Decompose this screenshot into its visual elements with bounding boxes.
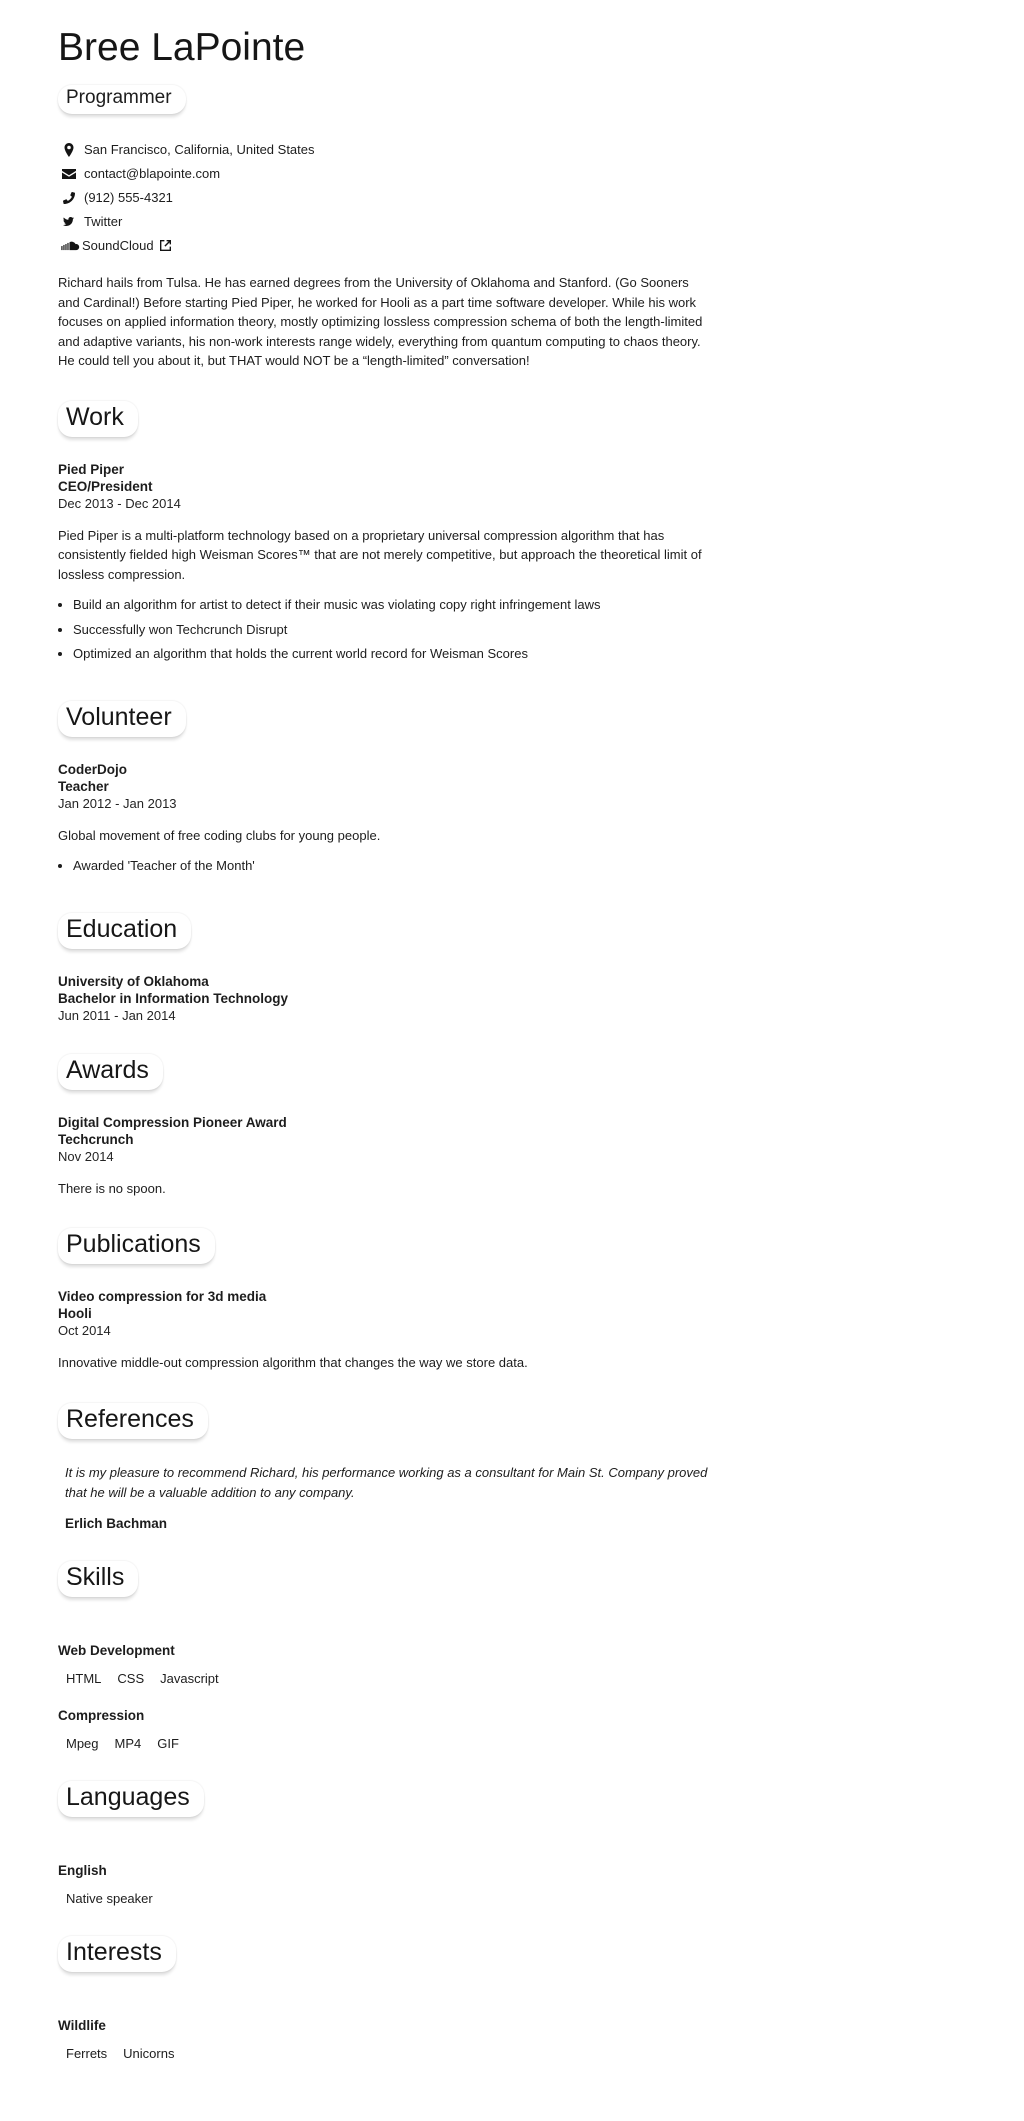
interest-keyword: Ferrets <box>66 2045 108 2061</box>
work-highlight: • Successfully won Techcrunch Disrupt <box>73 622 714 638</box>
skill-keyword: Javascript <box>160 1670 219 1686</box>
contact-phone-text: (912) 555-4321 <box>84 190 173 205</box>
language-entry <box>58 1863 714 1906</box>
volunteer-highlights <box>58 858 714 874</box>
external-link-icon <box>160 240 171 251</box>
publications-section-heading: Publications <box>58 1228 215 1264</box>
language-fluency: Native speaker <box>66 1890 153 1906</box>
contact-location-text: San Francisco, California, United States <box>84 142 315 157</box>
work-section-heading: Work <box>58 401 138 437</box>
work-dates: Dec 2013 - Dec 2014 <box>58 495 181 511</box>
language-name: English <box>58 1862 107 1878</box>
contact-email[interactable] <box>61 166 714 181</box>
languages-section-heading: Languages <box>58 1781 204 1817</box>
publication-publisher: Hooli <box>58 1306 92 1321</box>
interest-group-name: Wildlife <box>58 2017 106 2033</box>
volunteer-summary: Global movement of free coding clubs for young people. <box>58 827 381 843</box>
reference-name: Erlich Bachman <box>65 1515 168 1531</box>
skill-group <box>58 1643 714 1686</box>
volunteer-entry <box>58 761 714 875</box>
contact-list <box>58 142 714 253</box>
education-section-heading: Education <box>58 913 191 949</box>
skill-group <box>58 1708 714 1751</box>
interests-section <box>58 1906 714 2061</box>
profile-summary: Richard hails from Tulsa. He has earned degrees from the University of Oklahoma and Stanford. (Go Sooners and Cardinal!) Before starting Pied Piper, he worked for Hooli as a part time software developer. While his work focuses on applied information theory, mostly optimizing lossless compression schema of both the length-limited and adaptive variants, his non-work interests range widely, everything from quantum computing to chaos theory. He could tell you about it, but THAT would NOT be a “length-limited” conversation! <box>58 275 703 368</box>
volunteer-section <box>58 671 714 875</box>
references-section <box>58 1373 714 1531</box>
phone-icon <box>61 192 76 204</box>
skills-section-heading: Skills <box>58 1561 138 1597</box>
work-company: Pied Piper <box>58 461 125 477</box>
skill-keywords <box>58 1671 714 1686</box>
skill-keyword: Mpeg <box>66 1735 99 1751</box>
skill-keyword: GIF <box>157 1735 179 1751</box>
contact-twitter-text: Twitter <box>84 214 123 229</box>
envelope-icon <box>61 169 76 179</box>
education-degree: Bachelor in Information Technology <box>58 990 289 1006</box>
award-summary: There is no spoon. <box>58 1180 166 1196</box>
languages-section <box>58 1751 714 1906</box>
work-entry <box>58 461 714 663</box>
person-name: Bree LaPointe <box>58 26 306 69</box>
awards-section-heading: Awards <box>58 1054 163 1090</box>
volunteer-dates: Jan 2012 - Jan 2013 <box>58 795 177 811</box>
awards-section <box>58 1024 714 1199</box>
education-dates: Jun 2011 - Jan 2014 <box>58 1007 176 1023</box>
contact-phone <box>61 190 714 205</box>
skill-group-name: Web Development <box>58 1642 175 1658</box>
interests-section-heading: Interests <box>58 1936 176 1972</box>
interest-group <box>58 2018 714 2061</box>
volunteer-highlight: • Awarded 'Teacher of the Month' <box>73 858 714 874</box>
work-summary: Pied Piper is a multi-platform technology based on a proprietary universal compression algorithm that has consistently fielded high Weisman Scores™ that are not merely competitive, but approach the theoretical limit of lossless compression. <box>58 527 702 582</box>
award-date: Nov 2014 <box>58 1148 114 1164</box>
reference-entry <box>58 1463 714 1531</box>
work-position: CEO/President <box>58 478 153 494</box>
publications-section <box>58 1198 714 1373</box>
education-institution: University of Oklahoma <box>58 973 209 989</box>
soundcloud-icon <box>61 240 80 251</box>
work-section <box>58 371 714 663</box>
skill-keyword: MP4 <box>114 1735 142 1751</box>
work-highlight: • Build an algorithm for artist to detect if their music was violating copy right infringement laws <box>73 597 714 613</box>
publication-date: Oct 2014 <box>58 1323 111 1338</box>
award-awarder: Techcrunch <box>58 1131 134 1147</box>
contact-soundcloud[interactable] <box>61 238 714 253</box>
volunteer-organization: CoderDojo <box>58 761 127 777</box>
skill-group-name: Compression <box>58 1707 145 1723</box>
publication-summary: Innovative middle-out compression algorithm that changes the way we store data. <box>58 1355 528 1370</box>
skill-keyword: HTML <box>66 1670 102 1686</box>
location-pin-icon <box>61 143 76 157</box>
reference-quote: It is my pleasure to recommend Richard, his performance working as a consultant for Main St. Company proved that he will be a valuable addition to any company. <box>65 1464 708 1500</box>
contact-twitter[interactable] <box>61 214 714 229</box>
interest-keywords <box>58 2046 714 2061</box>
skills-section <box>58 1531 714 1751</box>
skill-keyword: CSS <box>117 1670 145 1686</box>
skill-keywords <box>58 1736 714 1751</box>
award-entry <box>58 1114 714 1199</box>
job-title-badge: Programmer <box>58 85 186 114</box>
work-highlight: • Optimized an algorithm that holds the current world record for Weisman Scores <box>73 646 714 662</box>
publication-entry <box>58 1288 714 1373</box>
contact-email-text: contact@blapointe.com <box>84 166 221 181</box>
twitter-icon <box>61 216 76 227</box>
contact-soundcloud-text: SoundCloud <box>82 238 154 253</box>
interest-keyword: Unicorns <box>123 2045 175 2061</box>
work-highlights <box>58 597 714 662</box>
education-entry <box>58 973 714 1024</box>
contact-location <box>61 142 714 157</box>
award-title: Digital Compression Pioneer Award <box>58 1114 287 1130</box>
volunteer-section-heading: Volunteer <box>58 701 186 737</box>
references-section-heading: References <box>58 1403 208 1439</box>
publication-name: Video compression for 3d media <box>58 1289 267 1304</box>
education-section <box>58 883 714 1024</box>
volunteer-position: Teacher <box>58 778 109 794</box>
